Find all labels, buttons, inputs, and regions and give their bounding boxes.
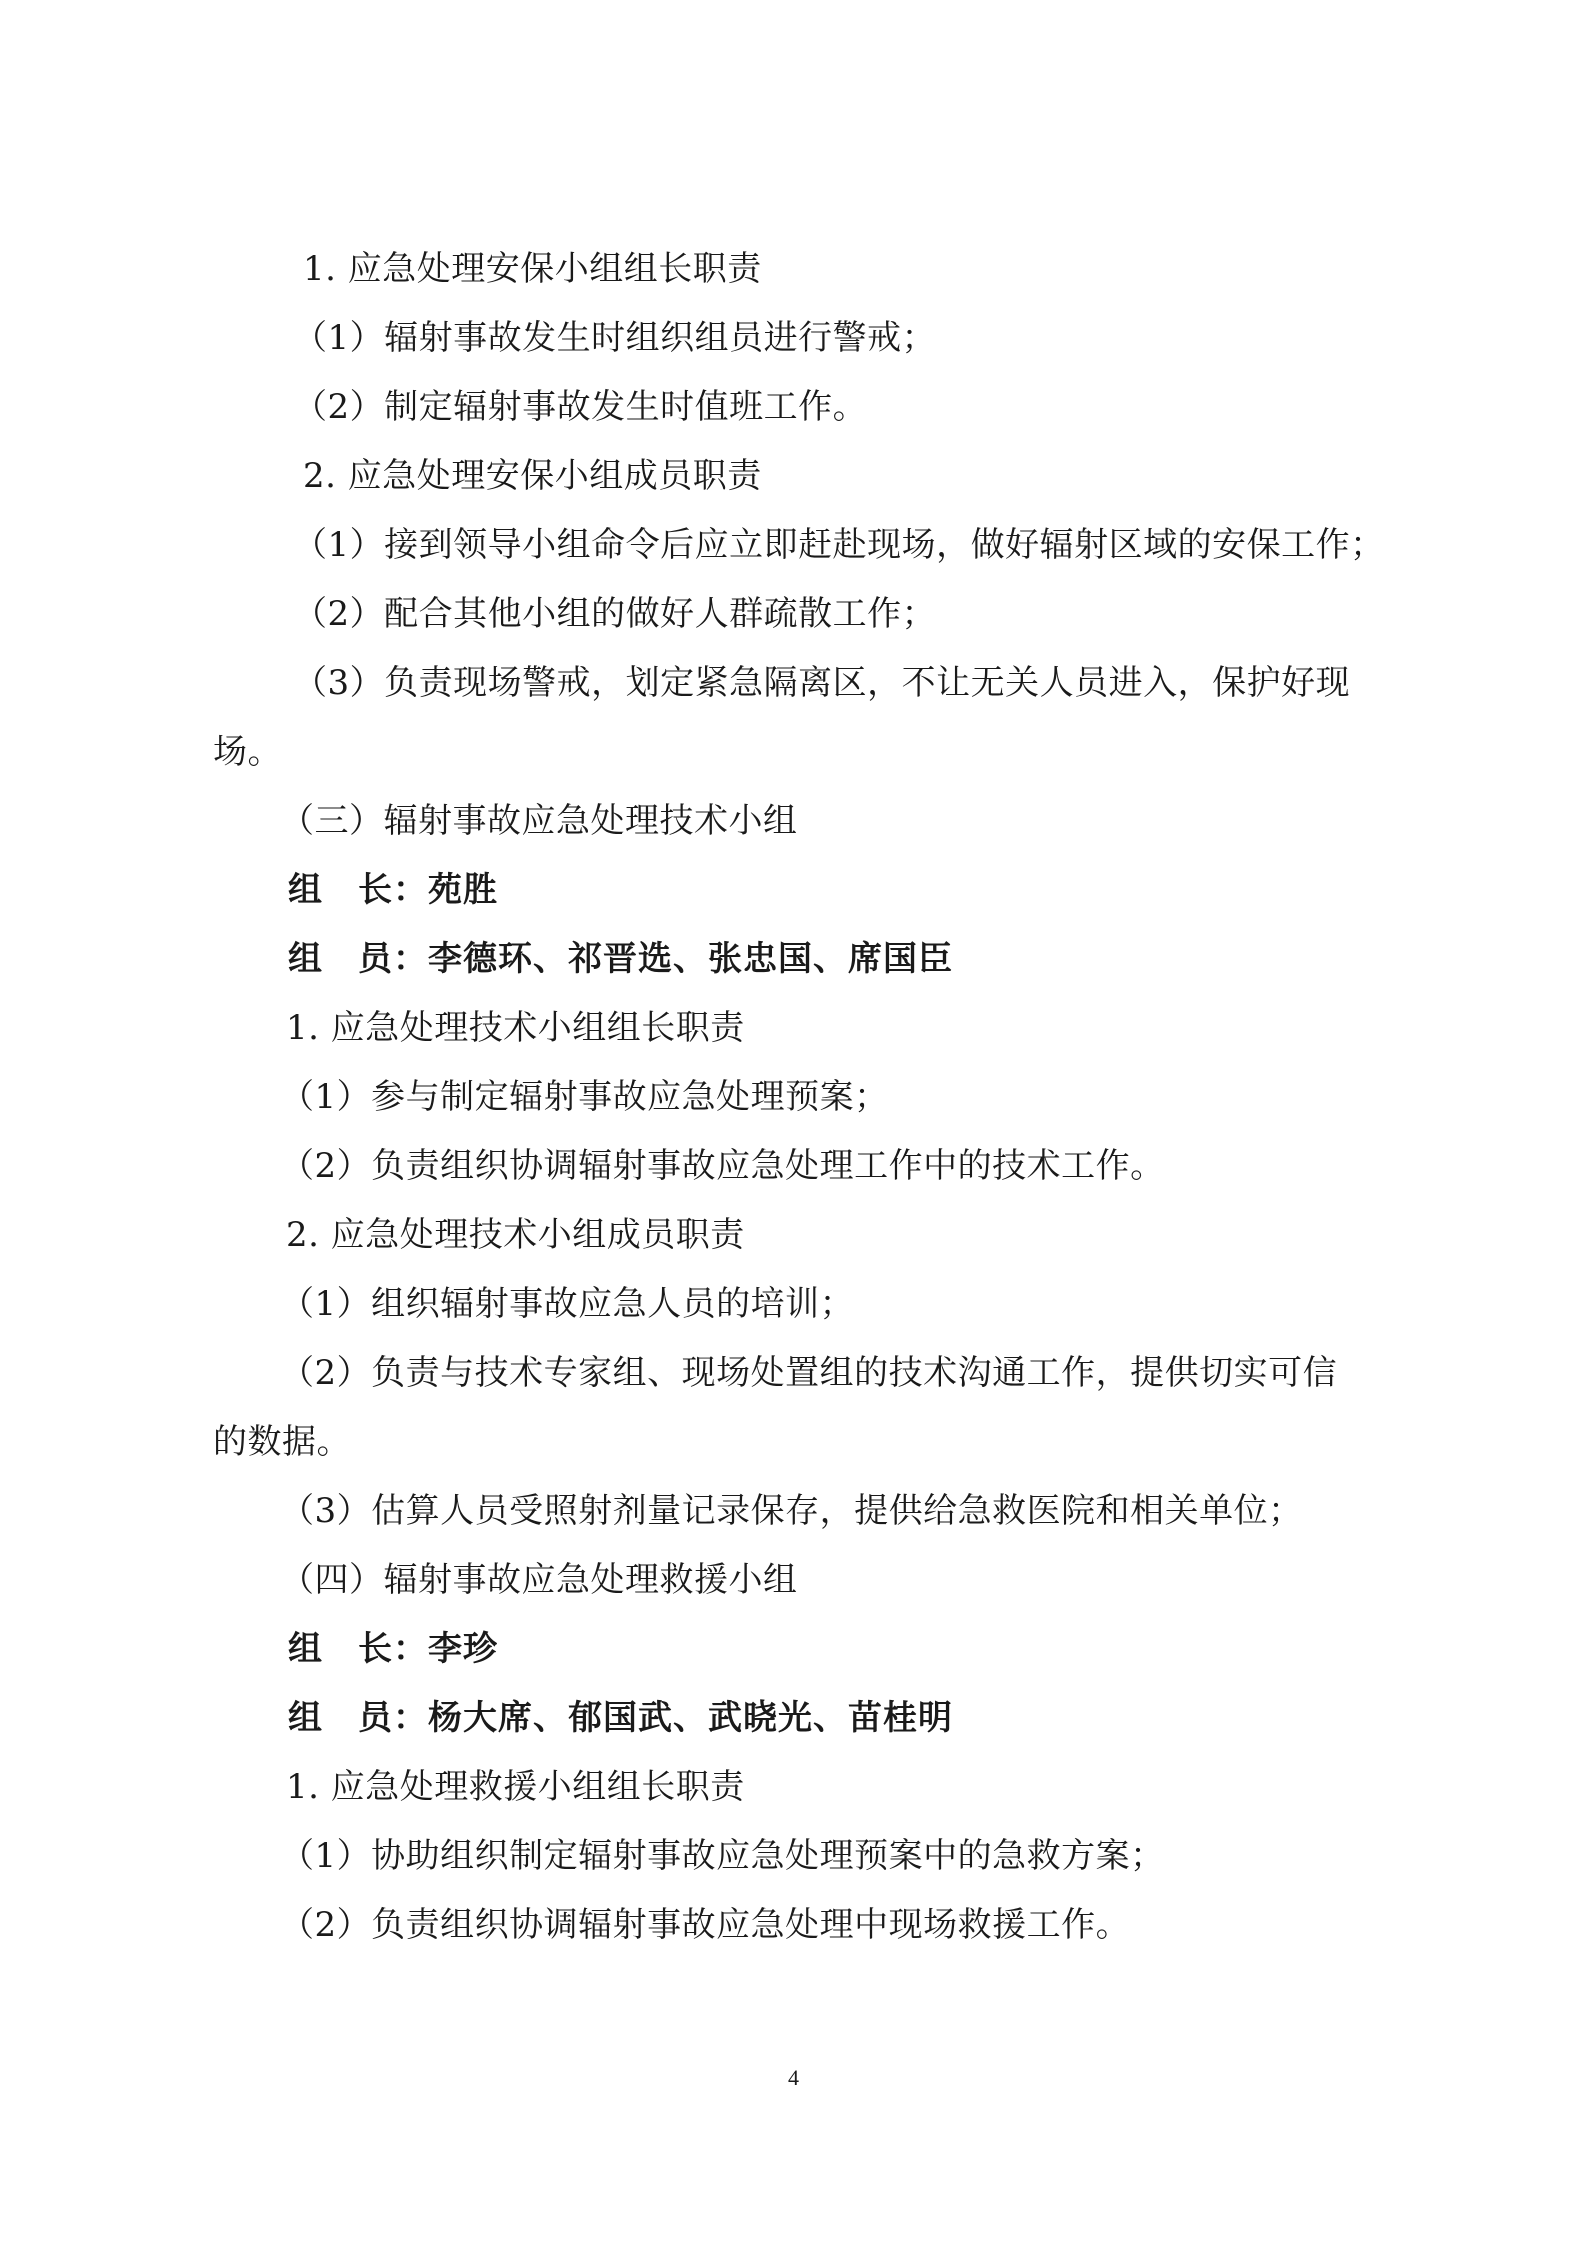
technical-group-leader: 组 长：苑胜 <box>288 870 498 910</box>
list-item: （1）接到领导小组命令后应立即赶赴现场，做好辐射区域的安保工作； <box>293 525 1385 565</box>
heading-rescue-leader-duties: 1. 应急处理救援小组组长职责 <box>286 1767 745 1807</box>
list-item: （1）参与制定辐射事故应急处理预案； <box>280 1077 889 1117</box>
rescue-group-members: 组 员：杨大席、郁国武、武晓光、苗桂明 <box>288 1698 953 1738</box>
list-item: （3）负责现场警戒，划定紧急隔离区，不让无关人员进入，保护好现 <box>293 663 1351 703</box>
list-item: （1）辐射事故发生时组织组员进行警戒； <box>293 318 937 358</box>
heading-security-leader-duties: 1. 应急处理安保小组组长职责 <box>303 249 762 289</box>
section-heading-rescue-group: （四）辐射事故应急处理救援小组 <box>280 1560 798 1600</box>
section-heading-technical-group: （三）辐射事故应急处理技术小组 <box>280 801 798 841</box>
page-number: 4 <box>788 2065 799 2090</box>
list-item: （2）负责组织协调辐射事故应急处理工作中的技术工作。 <box>280 1146 1165 1186</box>
technical-group-members: 组 员：李德环、祁晋选、张忠国、席国臣 <box>288 939 953 979</box>
list-item-continuation: 场。 <box>213 732 282 772</box>
list-item: （3）估算人员受照射剂量记录保存，提供给急救医院和相关单位； <box>280 1491 1303 1531</box>
heading-security-member-duties: 2. 应急处理安保小组成员职责 <box>303 456 762 496</box>
rescue-group-leader: 组 长：李珍 <box>288 1629 498 1669</box>
list-item: （1）协助组织制定辐射事故应急处理预案中的急救方案； <box>280 1836 1165 1876</box>
heading-technical-leader-duties: 1. 应急处理技术小组组长职责 <box>286 1008 745 1048</box>
list-item: （2）负责组织协调辐射事故应急处理中现场救援工作。 <box>280 1905 1131 1945</box>
list-item: （2）负责与技术专家组、现场处置组的技术沟通工作，提供切实可信 <box>280 1353 1338 1393</box>
list-item: （2）制定辐射事故发生时值班工作。 <box>293 387 868 427</box>
list-item-continuation: 的数据。 <box>213 1422 351 1462</box>
heading-technical-member-duties: 2. 应急处理技术小组成员职责 <box>286 1215 745 1255</box>
list-item: （2）配合其他小组的做好人群疏散工作； <box>293 594 937 634</box>
list-item: （1）组织辐射事故应急人员的培训； <box>280 1284 855 1324</box>
